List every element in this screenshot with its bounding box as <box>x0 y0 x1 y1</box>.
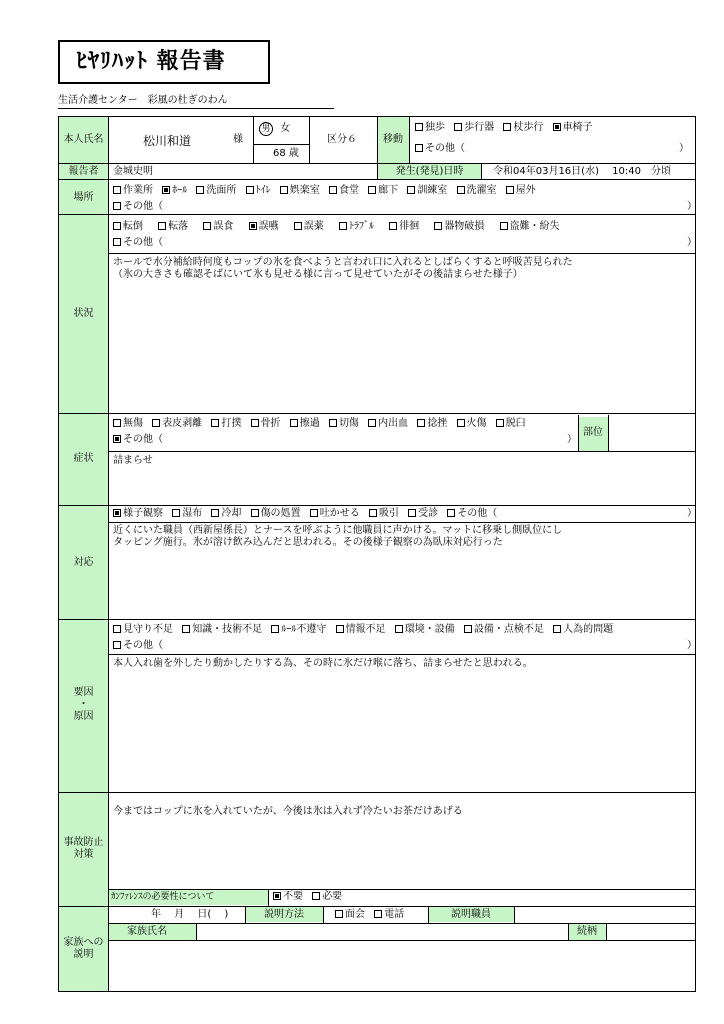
cause-label-2: 原因 <box>73 711 94 722</box>
age-unit: 歳 <box>288 148 299 159</box>
checkbox-icon <box>457 419 465 427</box>
place-option[interactable]: 作業所 <box>113 185 153 196</box>
checkbox-icon <box>251 419 259 427</box>
place-option[interactable]: 食堂 <box>329 185 359 196</box>
checkbox-checked-icon <box>113 509 121 517</box>
relation-label: 続柄 <box>577 926 597 937</box>
checkbox-icon <box>339 222 347 230</box>
checkbox-icon <box>329 186 337 194</box>
situation-other-close: ） <box>687 237 697 248</box>
cause-label <box>59 687 108 723</box>
symptom-other-close: ） <box>567 434 577 445</box>
mobility-label: 移動 <box>383 134 403 145</box>
checkbox-icon <box>454 123 462 131</box>
cause-text: 本人入れ歯を外したり動かしたりする為、その時に氷だけ喉に落ち、詰まらせたと思われる。 <box>113 658 533 669</box>
symptom-options <box>113 418 532 430</box>
checkbox-checked-icon <box>273 892 281 900</box>
checkbox-icon <box>312 892 320 900</box>
checkbox-icon <box>246 186 254 194</box>
situation-option[interactable]: 転倒 <box>113 221 143 232</box>
name-label: 本人氏名 <box>63 134 104 145</box>
cause-other-close: ） <box>687 640 697 651</box>
sama-label: 様 <box>233 134 243 145</box>
situation-text-line-2: （氷の大きさも確認そばにいて氷も見せる様に言って見せていたがその後詰まらせた様子） <box>113 269 523 280</box>
mobility-option-walker[interactable]: 歩行器 <box>454 122 494 133</box>
checkbox-icon <box>158 222 166 230</box>
prevention-label-1: 事故防止 <box>63 837 104 848</box>
conference-options <box>273 891 348 903</box>
response-option[interactable]: 湿布 <box>172 508 202 519</box>
checkbox-icon <box>374 910 382 918</box>
mobility-other[interactable]: その他（ <box>415 143 465 155</box>
cause-label-dot: ・ <box>78 699 89 710</box>
cause-option[interactable]: 見守り不足 <box>113 624 173 635</box>
checkbox-icon <box>553 625 561 633</box>
checkbox-icon <box>113 641 121 649</box>
checkbox-checked-icon <box>162 186 170 194</box>
sex-field <box>259 122 290 136</box>
symptom-option[interactable]: 内出血 <box>368 418 408 429</box>
place-option[interactable]: 洗濯室 <box>457 185 497 196</box>
checkbox-icon <box>369 509 377 517</box>
conference-option-unneeded[interactable]: 不要 <box>273 891 303 902</box>
prevention-text: 今まではコップに氷を入れていたが、今後は氷は入れず冷たいお茶だけあげる <box>113 806 463 817</box>
place-options <box>113 185 542 197</box>
cause-option[interactable]: 人為的問題 <box>553 624 613 635</box>
checkbox-icon <box>113 238 121 246</box>
cause-option[interactable]: 情報不足 <box>336 624 386 635</box>
symptom-option[interactable]: 捻挫 <box>417 418 447 429</box>
response-options <box>113 508 503 520</box>
response-option[interactable]: 様子観察 <box>113 508 163 519</box>
facility-name: 生活介護センター 彩風の杜ぎのわん <box>58 94 334 109</box>
place-option[interactable]: 娯楽室 <box>280 185 320 196</box>
response-option[interactable]: 冷却 <box>211 508 241 519</box>
mobility-other-close: ） <box>679 143 689 154</box>
family-label <box>59 937 108 961</box>
situation-option[interactable]: 誤薬 <box>294 221 324 232</box>
family-name-label: 家族氏名 <box>127 926 167 937</box>
method-option-phone[interactable]: 電話 <box>374 909 404 920</box>
response-option[interactable]: 吐かせる <box>310 508 360 519</box>
checkbox-icon <box>500 222 508 230</box>
explanation-date: 年 月 日( ) <box>151 909 229 920</box>
symptom-option[interactable]: 無傷 <box>113 418 143 429</box>
method-option-visit[interactable]: 面会 <box>335 909 365 920</box>
situation-option[interactable]: 誤食 <box>203 221 233 232</box>
symptom-option[interactable]: 擦過 <box>290 418 320 429</box>
checkbox-checked-icon <box>553 123 561 131</box>
method-label: 説明方法 <box>264 909 304 920</box>
symptom-option[interactable]: 打撲 <box>211 418 241 429</box>
age-value: 68 <box>273 148 286 159</box>
checkbox-icon <box>496 419 504 427</box>
checkbox-icon <box>457 186 465 194</box>
checkbox-icon <box>395 625 403 633</box>
checkbox-icon <box>368 186 376 194</box>
checkbox-icon <box>335 910 343 918</box>
situation-label: 状況 <box>73 308 94 319</box>
checkbox-icon <box>290 419 298 427</box>
checkbox-icon <box>113 222 121 230</box>
situation-other[interactable]: その他（ <box>113 237 163 249</box>
checkbox-icon <box>408 509 416 517</box>
mobility-options <box>415 122 599 134</box>
method-options <box>335 909 410 921</box>
checkbox-icon <box>368 419 376 427</box>
checkbox-icon <box>211 509 219 517</box>
situation-options <box>113 221 566 233</box>
checkbox-icon <box>310 509 318 517</box>
situation-option[interactable]: 転落 <box>158 221 188 232</box>
checkbox-icon <box>152 419 160 427</box>
checkbox-icon <box>203 222 211 230</box>
checkbox-icon <box>182 625 190 633</box>
cause-option[interactable]: ﾙｰﾙ不遵守 <box>271 624 326 635</box>
symptom-other[interactable]: その他（ <box>113 434 163 446</box>
situation-option[interactable]: 盗難・紛失 <box>500 221 560 232</box>
situation-option[interactable]: 徘徊 <box>389 221 419 232</box>
response-option-other[interactable]: その他（ <box>447 508 497 519</box>
situation-option[interactable]: 器物破損 <box>434 221 484 232</box>
checkbox-icon <box>251 509 259 517</box>
situation-option[interactable]: 誤嚥 <box>249 221 279 232</box>
cause-option[interactable]: 環境・設備 <box>395 624 455 635</box>
checkbox-icon <box>113 186 121 194</box>
checkbox-icon <box>415 144 423 152</box>
situation-text-line-1: ホールで水分補給時何度もコップの氷を食べようと言われ口に入れるとしばらくすると呼吸苦見られた <box>113 257 573 268</box>
checkbox-icon <box>389 222 397 230</box>
staff-label: 説明職員 <box>451 909 491 920</box>
checkbox-icon <box>415 123 423 131</box>
reporter-label: 報告者 <box>68 166 99 177</box>
checkbox-icon <box>280 186 288 194</box>
checkbox-icon <box>172 509 180 517</box>
place-option[interactable]: 洗面所 <box>196 185 236 196</box>
checkbox-icon <box>211 419 219 427</box>
mobility-option-cane[interactable]: 杖歩行 <box>503 122 543 133</box>
occurrence-label: 発生(発見)日時 <box>395 166 464 177</box>
checkbox-icon <box>113 202 121 210</box>
mobility-option-dokuho[interactable]: 独歩 <box>415 122 445 133</box>
symptom-option[interactable]: 脱臼 <box>496 418 526 429</box>
checkbox-icon <box>434 222 442 230</box>
checkbox-checked-icon <box>249 222 257 230</box>
place-option[interactable]: ﾎｰﾙ <box>162 185 187 196</box>
conference-option-needed[interactable]: 必要 <box>312 891 342 902</box>
checkbox-icon <box>196 186 204 194</box>
report-form <box>58 116 696 992</box>
checkbox-icon <box>113 419 121 427</box>
response-text-line-2: タッピング施行。氷が溶け飲み込んだと思われる。その後様子観察の為臥床対応行った <box>113 537 503 548</box>
report-title: ﾋﾔﾘﾊｯﾄ 報告書 <box>58 40 270 84</box>
checkbox-icon <box>329 419 337 427</box>
checkbox-icon <box>464 625 472 633</box>
response-other-close: ） <box>687 508 697 519</box>
cause-label-1: 要因 <box>73 687 94 698</box>
sex-female: 女 <box>280 123 291 134</box>
age-field <box>273 148 299 160</box>
prevention-label-2: 対策 <box>73 849 94 860</box>
cause-option[interactable]: 設備・点検不足 <box>464 624 544 635</box>
checkbox-checked-icon <box>113 435 121 443</box>
symptom-label: 症状 <box>73 453 94 464</box>
symptom-option[interactable]: 表皮剥離 <box>152 418 202 429</box>
occurrence-datetime: 令和04年03月16日(水) 10:40 分頃 <box>493 166 671 177</box>
response-option[interactable]: 受診 <box>408 508 438 519</box>
situation-option[interactable]: ﾄﾗﾌﾞﾙ <box>339 221 374 232</box>
place-option[interactable]: ﾄｲﾚ <box>246 185 271 196</box>
place-option[interactable]: 屋外 <box>506 185 536 196</box>
response-label: 対応 <box>73 557 94 568</box>
place-option[interactable]: 訓練室 <box>407 185 447 196</box>
mobility-option-wheelchair[interactable]: 車椅子 <box>553 122 593 133</box>
checkbox-icon <box>271 625 279 633</box>
bui-label: 部位 <box>583 427 603 438</box>
checkbox-icon <box>336 625 344 633</box>
family-label-1: 家族への <box>63 937 104 948</box>
symptom-option[interactable]: 骨折 <box>251 418 281 429</box>
response-text-line-1: 近くにいた職員（西新屋係長）とナースを呼ぶように他職員に声かける。マットに移乗し側臥位にし <box>113 525 563 536</box>
cause-option[interactable]: 知識・技術不足 <box>182 624 262 635</box>
reporter-name: 金城史明 <box>113 166 153 177</box>
sex-male-selected: 男 <box>259 122 273 136</box>
place-other-close: ） <box>687 201 697 212</box>
checkbox-icon <box>407 186 415 194</box>
checkbox-icon <box>294 222 302 230</box>
response-option[interactable]: 吸引 <box>369 508 399 519</box>
cause-other[interactable]: その他（ <box>113 640 163 652</box>
family-label-2: 説明 <box>73 949 94 960</box>
checkbox-icon <box>447 509 455 517</box>
cause-options <box>113 624 619 636</box>
symptom-option[interactable]: 切傷 <box>329 418 359 429</box>
checkbox-icon <box>417 419 425 427</box>
person-name: 松川和道 <box>143 134 192 148</box>
place-label: 場所 <box>73 192 94 203</box>
checkbox-icon <box>503 123 511 131</box>
kubun-label: 区分６ <box>327 134 357 145</box>
prevention-label <box>59 837 108 861</box>
place-other[interactable]: その他（ <box>113 201 163 213</box>
symptom-option[interactable]: 火傷 <box>457 418 487 429</box>
place-option[interactable]: 廊下 <box>368 185 398 196</box>
symptom-text: 詰まらせ <box>113 455 153 466</box>
conference-label: ｶﾝﾌｧﾚﾝｽの必要性について <box>111 892 215 902</box>
checkbox-icon <box>506 186 514 194</box>
response-option[interactable]: 傷の処置 <box>251 508 301 519</box>
checkbox-icon <box>113 625 121 633</box>
